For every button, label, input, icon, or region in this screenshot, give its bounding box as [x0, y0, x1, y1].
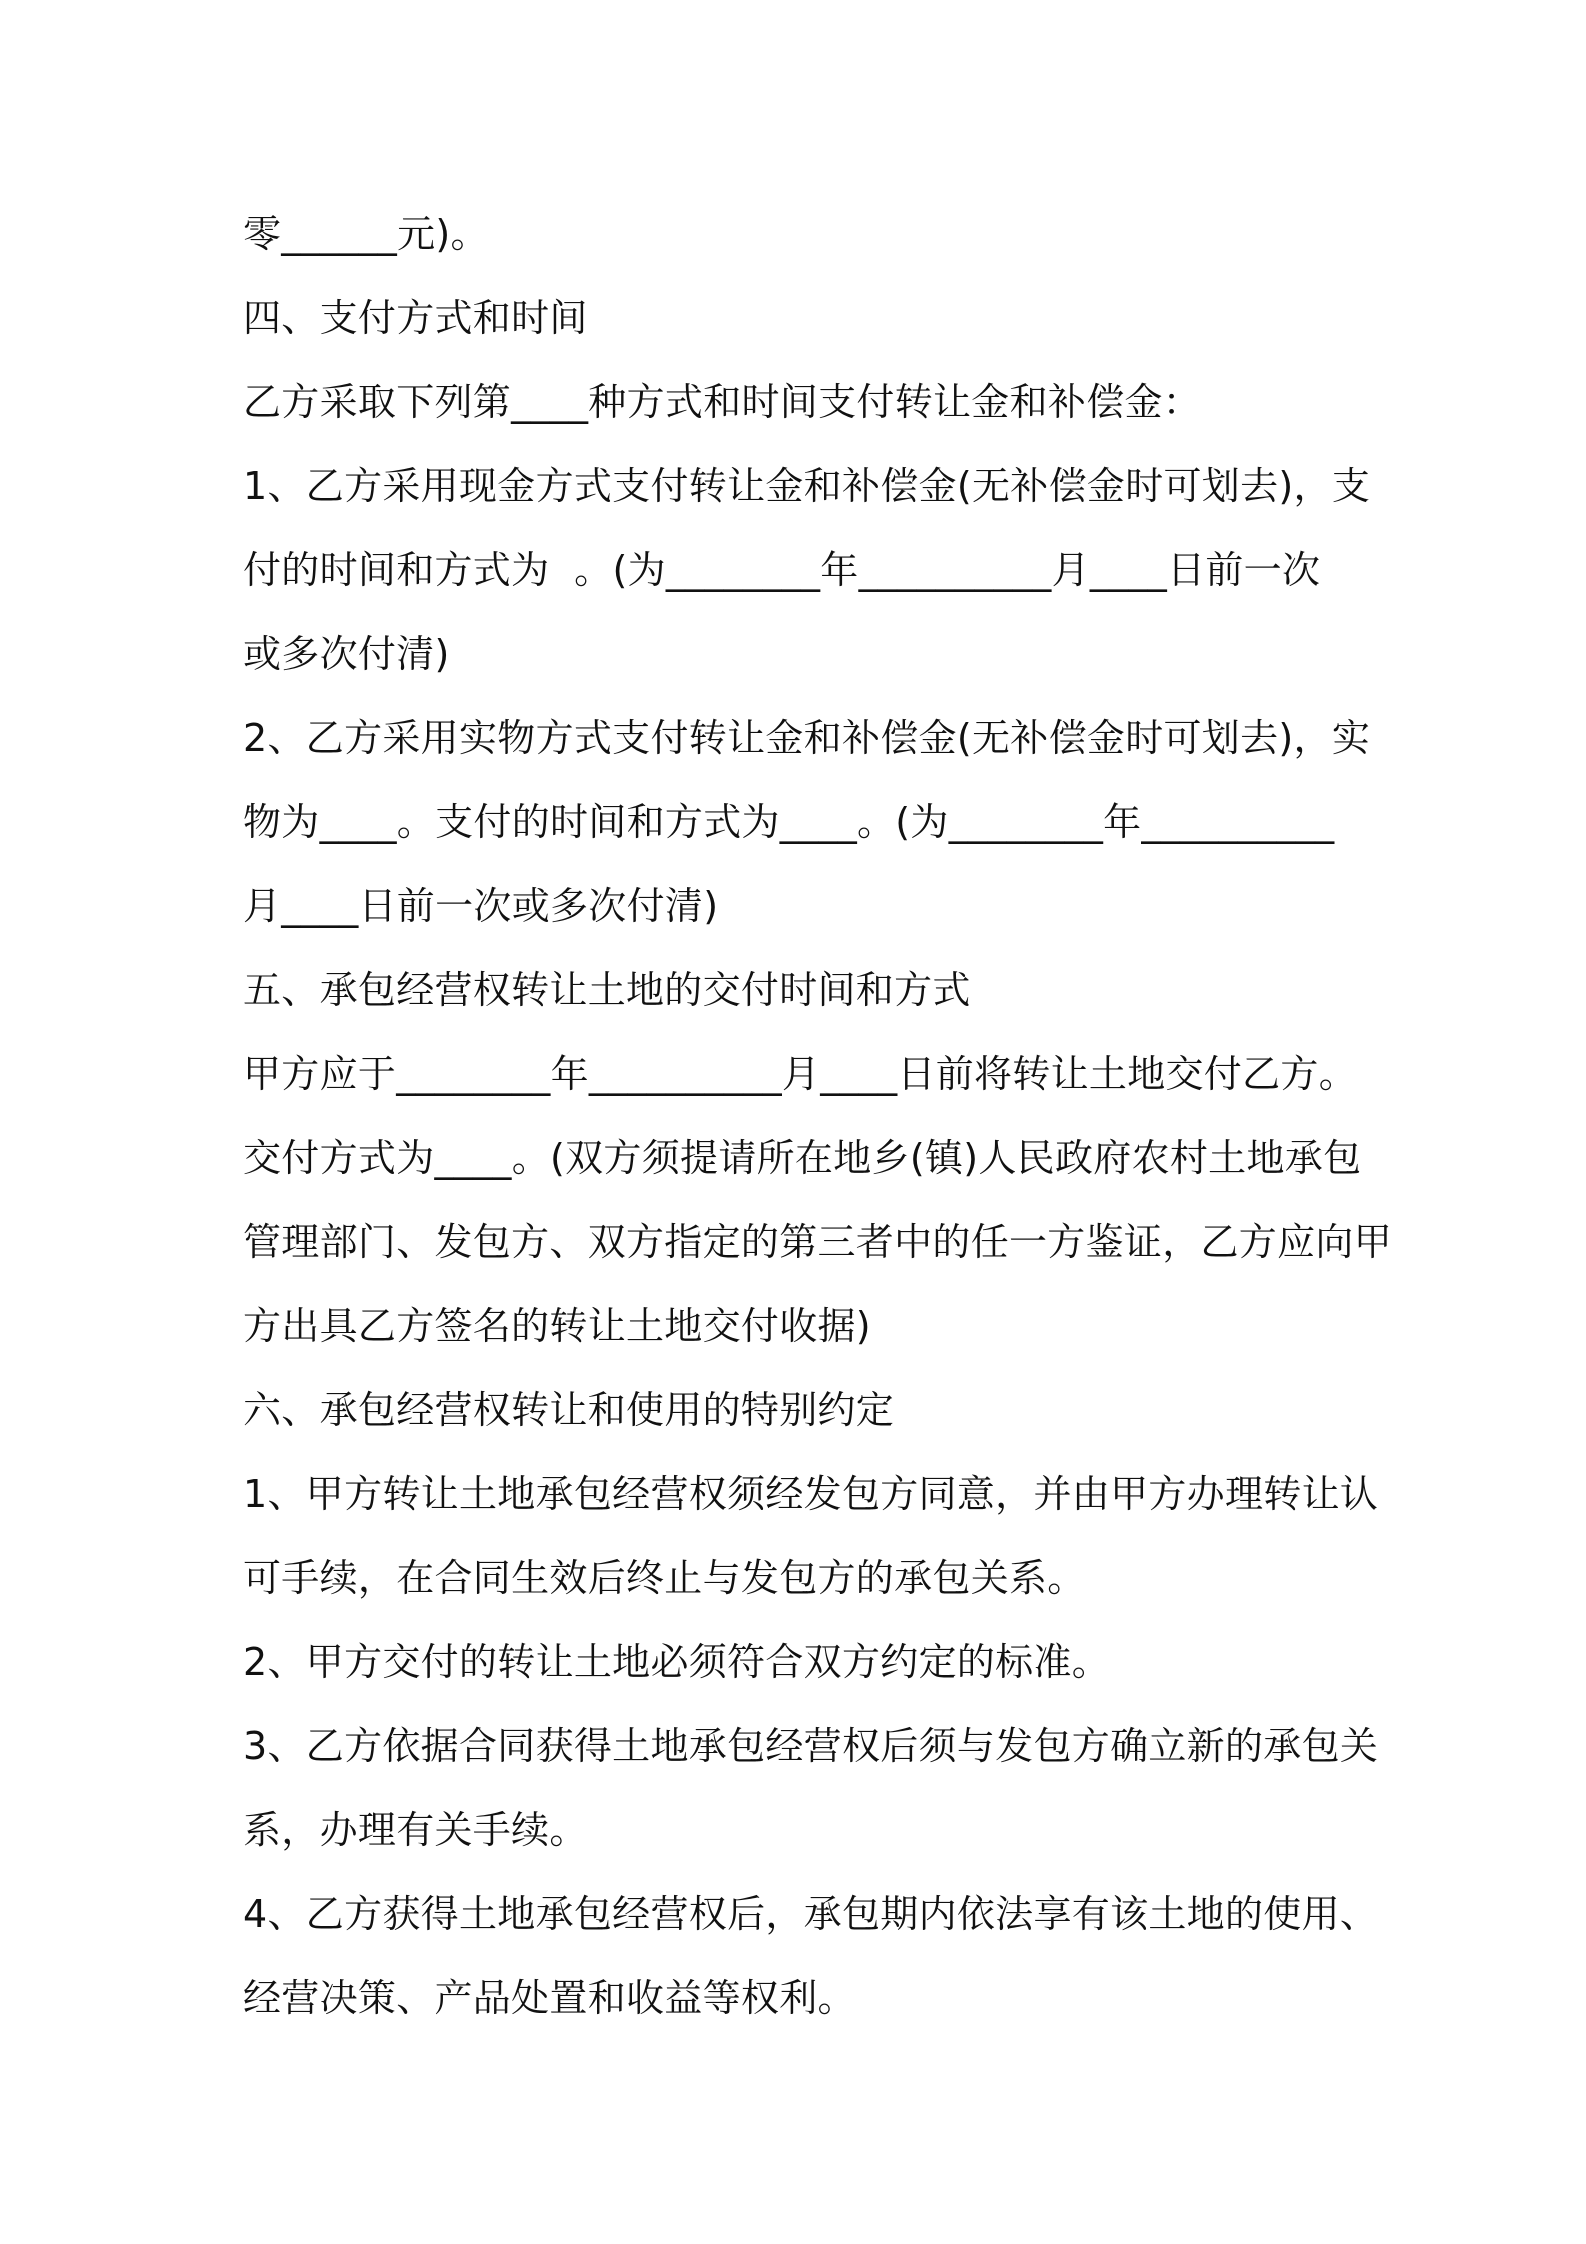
- text-line: 2、甲方交付的转让土地必须符合双方约定的标准。: [243, 1640, 1111, 1684]
- text-line: 4、乙方获得土地承包经营权后，承包期内依法享有该土地的使用、: [243, 1892, 1379, 1936]
- text-line: 经营决策、产品处置和收益等权利。: [243, 1976, 856, 2020]
- text-line: 1、甲方转让土地承包经营权须经发包方同意，并由甲方办理转让认: [243, 1472, 1379, 1516]
- text-line: 月____日前一次或多次付清): [243, 884, 719, 928]
- text-line: 甲方应于________年__________月____日前将转让土地交付乙方。: [243, 1052, 1358, 1096]
- text-line: 付的时间和方式为 。(为________年__________月____日前一次: [243, 548, 1321, 592]
- document-body: [243, 192, 1393, 2040]
- text-line: 物为____。支付的时间和方式为____。(为________年__________: [243, 800, 1335, 844]
- text-line: 零______元)。: [243, 212, 489, 256]
- text-line: 2、乙方采用实物方式支付转让金和补偿金(无补偿金时可划去)，实: [243, 716, 1371, 760]
- text-line: 可手续，在合同生效后终止与发包方的承包关系。: [243, 1556, 1086, 1600]
- section-heading-special-terms: 六、承包经营权转让和使用的特别约定: [243, 1388, 895, 1432]
- section-heading-delivery: 五、承包经营权转让土地的交付时间和方式: [243, 968, 971, 1012]
- text-line: 交付方式为____。(双方须提请所在地乡(镇)人民政府农村土地承包: [243, 1136, 1362, 1180]
- text-line: 系，办理有关手续。: [243, 1808, 588, 1852]
- text-line: 3、乙方依据合同获得土地承包经营权后须与发包方确立新的承包关: [243, 1724, 1379, 1768]
- text-line: 或多次付清): [243, 632, 450, 676]
- text-line: 管理部门、发包方、双方指定的第三者中的任一方鉴证，乙方应向甲: [243, 1220, 1393, 1264]
- text-line: 乙方采取下列第____种方式和时间支付转让金和补偿金：: [243, 380, 1202, 424]
- text-line: 方出具乙方签名的转让土地交付收据): [243, 1304, 871, 1348]
- section-heading-payment: 四、支付方式和时间: [243, 296, 588, 340]
- text-line: 1、乙方采用现金方式支付转让金和补偿金(无补偿金时可划去)，支: [243, 464, 1371, 508]
